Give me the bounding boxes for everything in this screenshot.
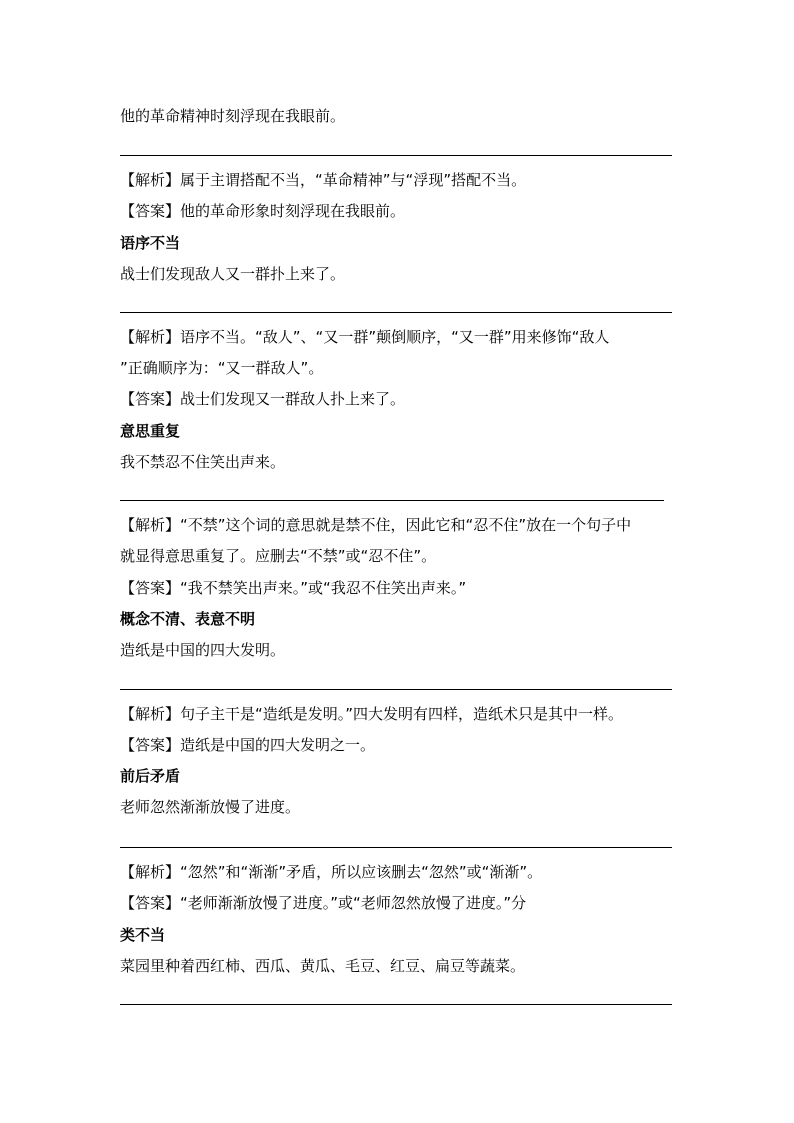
answer-text: 【答案】战士们发现又一群敌人扑上来了。 (120, 390, 406, 408)
analysis-text: 【解析】属于主谓搭配不当，“革命精神”与“浮现”搭配不当。 (120, 171, 527, 189)
answer-text: 【答案】“我不禁笑出声来。”或“我忍不住笑出声来。” (120, 579, 467, 597)
analysis-text: 【解析】语序不当。“敌人”、“又一群”颠倒顺序，“又一群”用来修饰“敌人 (120, 328, 610, 346)
example-sentence: 菜园里种着西红柿、西瓜、黄瓜、毛豆、红豆、扁豆等蔬菜。 (120, 957, 526, 975)
answer-blank-line (120, 1004, 672, 1005)
example-sentence: 我不禁忍不住笑出声来。 (120, 453, 286, 471)
section-heading: 意思重复 (120, 422, 181, 440)
example-sentence: 他的革命精神时刻浮现在我眼前。 (120, 107, 346, 125)
analysis-text: ”正确顺序为：“又一群敌人”。 (120, 359, 324, 377)
analysis-text: 就显得意思重复了。应删去“不禁”或“忍不住”。 (120, 547, 437, 565)
answer-blank-line (120, 312, 672, 313)
answer-text: 【答案】他的革命形象时刻浮现在我眼前。 (120, 202, 406, 220)
answer-blank-line (120, 155, 672, 156)
analysis-text: 【解析】句子主干是“造纸是发明。”四大发明有四样，造纸术只是其中一样。 (120, 705, 624, 723)
section-heading: 概念不清、表意不明 (120, 610, 256, 628)
answer-blank-line (120, 500, 664, 501)
example-sentence: 战士们发现敌人又一群扑上来了。 (120, 265, 346, 283)
answer-text: 【答案】造纸是中国的四大发明之一。 (120, 736, 376, 754)
example-sentence: 造纸是中国的四大发明。 (120, 641, 286, 659)
example-sentence: 老师忽然渐渐放慢了进度。 (120, 798, 301, 816)
section-heading: 语序不当 (120, 234, 181, 252)
analysis-text: 【解析】“不禁”这个词的意思就是禁不住，因此它和“忍不住”放在一个句子中 (120, 516, 632, 534)
answer-blank-line (120, 689, 672, 690)
answer-blank-line (120, 847, 672, 848)
section-heading: 类不当 (120, 926, 166, 944)
answer-text: 【答案】“老师渐渐放慢了进度。”或“老师忽然放慢了进度。”分 (120, 894, 527, 912)
section-heading: 前后矛盾 (120, 767, 181, 785)
analysis-text: 【解析】“忽然”和“渐渐”矛盾，所以应该删去“忽然”或“渐渐”。 (120, 863, 543, 881)
